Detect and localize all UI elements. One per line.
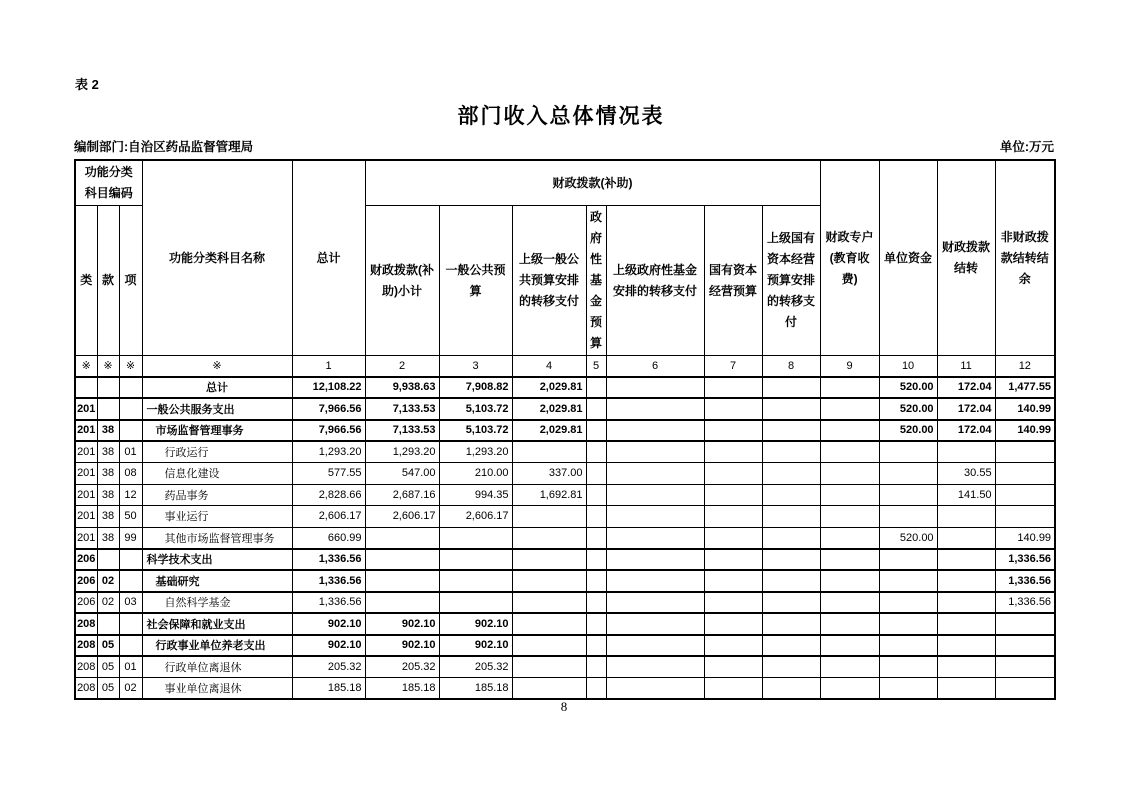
page-number: 8 (560, 699, 568, 714)
value-cell (762, 570, 820, 592)
value-cell (704, 484, 762, 506)
fiscal-subtotal-header: 财政拨款(补助)小计 (365, 206, 439, 356)
value-cell (820, 635, 879, 657)
value-cell (879, 592, 937, 614)
value-cell (879, 613, 937, 635)
table-row (75, 613, 1055, 635)
value-cell (606, 484, 704, 506)
subject-name-cell: 市场监督管理事务 (142, 420, 292, 442)
value-cell (937, 549, 995, 571)
column-index-cell: ※ (97, 356, 119, 377)
code-cell: 05 (97, 635, 119, 657)
nonfiscal-carryover-header: 非财政拨款结转结余 (995, 160, 1055, 356)
superior-general-transfer-header: 上级一般公共预算安排的转移支付 (512, 206, 586, 356)
value-cell (512, 527, 586, 549)
value-cell (586, 656, 606, 678)
value-cell (995, 656, 1055, 678)
code-section-header: 款 (97, 206, 119, 356)
meta-row (74, 137, 1054, 155)
value-cell (937, 656, 995, 678)
value-cell (879, 506, 937, 528)
value-cell (937, 441, 995, 463)
code-cell: 208 (75, 656, 97, 678)
value-cell (365, 527, 439, 549)
value-cell (606, 635, 704, 657)
value-cell (704, 527, 762, 549)
value-cell (879, 441, 937, 463)
value-cell (995, 463, 1055, 485)
value-cell (937, 678, 995, 700)
value-cell (879, 570, 937, 592)
value-cell (704, 463, 762, 485)
value-cell (439, 527, 512, 549)
table-row (75, 377, 1055, 399)
value-cell (606, 592, 704, 614)
value-cell (512, 592, 586, 614)
column-index-cell: ※ (142, 356, 292, 377)
value-cell (995, 635, 1055, 657)
value-cell (439, 549, 512, 571)
value-cell (512, 613, 586, 635)
code-cell (119, 549, 142, 571)
value-cell (995, 613, 1055, 635)
table-row (75, 656, 1055, 678)
value-cell (704, 506, 762, 528)
subject-name-cell: 基础研究 (142, 570, 292, 592)
value-cell (995, 506, 1055, 528)
value-cell (365, 549, 439, 571)
value-cell (995, 678, 1055, 700)
subject-name-cell: 科学技术支出 (142, 549, 292, 571)
value-cell (606, 570, 704, 592)
code-cell: 01 (119, 656, 142, 678)
value-cell: 1,336.56 (995, 592, 1055, 614)
subject-name-cell: 总计 (142, 377, 292, 399)
column-index-cell: 5 (586, 356, 606, 377)
value-cell (586, 506, 606, 528)
value-cell (606, 463, 704, 485)
value-cell (512, 635, 586, 657)
value-cell: 7,133.53 (365, 420, 439, 442)
value-cell (879, 635, 937, 657)
value-cell (937, 613, 995, 635)
value-cell (365, 570, 439, 592)
value-cell: 994.35 (439, 484, 512, 506)
value-cell (762, 678, 820, 700)
code-cell: 201 (75, 484, 97, 506)
code-cell: 38 (97, 441, 119, 463)
value-cell: 1,477.55 (995, 377, 1055, 399)
code-cell (97, 549, 119, 571)
value-cell (762, 484, 820, 506)
value-cell: 7,908.82 (439, 377, 512, 399)
subject-name-cell: 行政运行 (142, 441, 292, 463)
column-index-cell: 6 (606, 356, 704, 377)
column-index-cell: 8 (762, 356, 820, 377)
value-cell: 205.32 (292, 656, 365, 678)
value-cell (704, 398, 762, 420)
value-cell (704, 678, 762, 700)
column-index-cell: 2 (365, 356, 439, 377)
code-cell: 201 (75, 441, 97, 463)
value-cell: 7,966.56 (292, 398, 365, 420)
value-cell: 2,029.81 (512, 420, 586, 442)
value-cell (704, 570, 762, 592)
code-cell: 206 (75, 549, 97, 571)
value-cell (606, 656, 704, 678)
value-cell (586, 420, 606, 442)
code-cell (119, 420, 142, 442)
value-cell (606, 441, 704, 463)
value-cell (512, 570, 586, 592)
value-cell (606, 613, 704, 635)
subject-name-cell: 行政事业单位养老支出 (142, 635, 292, 657)
value-cell (762, 377, 820, 399)
value-cell: 2,029.81 (512, 398, 586, 420)
code-cell: 05 (97, 656, 119, 678)
value-cell (512, 441, 586, 463)
total-header: 总计 (292, 160, 365, 356)
value-cell: 2,606.17 (365, 506, 439, 528)
code-cell (119, 613, 142, 635)
value-cell: 7,966.56 (292, 420, 365, 442)
value-cell (586, 463, 606, 485)
value-cell (704, 441, 762, 463)
value-cell (879, 678, 937, 700)
value-cell: 1,692.81 (512, 484, 586, 506)
value-cell (820, 592, 879, 614)
code-cell (75, 377, 97, 399)
value-cell (512, 549, 586, 571)
value-cell: 185.18 (292, 678, 365, 700)
superior-gov-fund-transfer-header: 上级政府性基金安排的转移支付 (606, 206, 704, 356)
value-cell: 902.10 (292, 635, 365, 657)
code-cell: 201 (75, 420, 97, 442)
value-cell (879, 656, 937, 678)
value-cell (820, 527, 879, 549)
general-public-budget-header: 一般公共预算 (439, 206, 512, 356)
value-cell: 2,606.17 (439, 506, 512, 528)
code-group-header: 功能分类科目编码 (75, 160, 142, 206)
value-cell: 1,336.56 (995, 570, 1055, 592)
value-cell (606, 377, 704, 399)
code-cell: 12 (119, 484, 142, 506)
column-index-cell: 3 (439, 356, 512, 377)
value-cell: 140.99 (995, 398, 1055, 420)
value-cell: 547.00 (365, 463, 439, 485)
code-cell: 38 (97, 527, 119, 549)
value-cell: 185.18 (365, 678, 439, 700)
value-cell (937, 635, 995, 657)
code-cell: 38 (97, 420, 119, 442)
value-cell (820, 398, 879, 420)
value-cell (762, 613, 820, 635)
code-cell: 02 (119, 678, 142, 700)
table-row (75, 549, 1055, 571)
superior-state-capital-transfer-header: 上级国有资本经营预算安排的转移支付 (762, 206, 820, 356)
value-cell (820, 420, 879, 442)
value-cell (512, 678, 586, 700)
table-row (75, 463, 1055, 485)
value-cell (586, 592, 606, 614)
value-cell (586, 441, 606, 463)
value-cell: 2,828.66 (292, 484, 365, 506)
value-cell (879, 549, 937, 571)
value-cell (937, 506, 995, 528)
code-cell (119, 635, 142, 657)
value-cell (879, 484, 937, 506)
value-cell: 660.99 (292, 527, 365, 549)
value-cell (606, 527, 704, 549)
value-cell (820, 656, 879, 678)
value-cell: 902.10 (365, 635, 439, 657)
value-cell (820, 549, 879, 571)
column-index-cell: 4 (512, 356, 586, 377)
fiscal-account-header: 财政专户(教育收费) (820, 160, 879, 356)
value-cell (704, 377, 762, 399)
code-cell: 208 (75, 613, 97, 635)
code-cell: 208 (75, 678, 97, 700)
value-cell (762, 592, 820, 614)
value-cell: 1,293.20 (439, 441, 512, 463)
value-cell: 205.32 (439, 656, 512, 678)
column-index-cell: 7 (704, 356, 762, 377)
table-row (75, 441, 1055, 463)
value-cell (762, 420, 820, 442)
subject-name-cell: 行政单位离退休 (142, 656, 292, 678)
column-index-cell: ※ (75, 356, 97, 377)
value-cell (586, 570, 606, 592)
value-cell (704, 635, 762, 657)
value-cell (937, 527, 995, 549)
value-cell: 140.99 (995, 420, 1055, 442)
value-cell: 520.00 (879, 527, 937, 549)
code-cell: 206 (75, 570, 97, 592)
value-cell: 205.32 (365, 656, 439, 678)
code-cell: 201 (75, 506, 97, 528)
value-cell: 337.00 (512, 463, 586, 485)
table-row (75, 506, 1055, 528)
value-cell (820, 463, 879, 485)
column-index-cell: 11 (937, 356, 995, 377)
column-index-cell: 9 (820, 356, 879, 377)
unit-label: 单位:万元 (999, 140, 1054, 154)
code-item-header: 项 (119, 206, 142, 356)
value-cell (762, 527, 820, 549)
value-cell (820, 441, 879, 463)
column-index-row (75, 356, 1055, 377)
column-index-cell: 10 (879, 356, 937, 377)
column-index-cell: 1 (292, 356, 365, 377)
value-cell: 7,133.53 (365, 398, 439, 420)
value-cell (606, 678, 704, 700)
subject-name-cell: 社会保障和就业支出 (142, 613, 292, 635)
value-cell: 172.04 (937, 420, 995, 442)
value-cell: 1,336.56 (292, 549, 365, 571)
value-cell: 9,938.63 (365, 377, 439, 399)
value-cell (704, 420, 762, 442)
value-cell: 902.10 (292, 613, 365, 635)
value-cell: 141.50 (937, 484, 995, 506)
value-cell (820, 613, 879, 635)
value-cell (512, 656, 586, 678)
value-cell (704, 656, 762, 678)
value-cell (995, 441, 1055, 463)
unit-funds-header: 单位资金 (879, 160, 937, 356)
value-cell: 30.55 (937, 463, 995, 485)
subject-name-cell: 自然科学基金 (142, 592, 292, 614)
value-cell (586, 398, 606, 420)
code-cell (97, 398, 119, 420)
subject-name-cell: 药品事务 (142, 484, 292, 506)
value-cell (586, 678, 606, 700)
value-cell (762, 463, 820, 485)
value-cell (586, 527, 606, 549)
value-cell: 577.55 (292, 463, 365, 485)
code-cell: 99 (119, 527, 142, 549)
value-cell (512, 506, 586, 528)
code-cell: 201 (75, 527, 97, 549)
prepared-by-label: 编制部门:自治区药品监督管理局 (74, 140, 254, 154)
code-cell: 02 (97, 570, 119, 592)
code-cell: 01 (119, 441, 142, 463)
value-cell (820, 484, 879, 506)
income-overview-table (74, 159, 1056, 700)
table-row (75, 635, 1055, 657)
subject-name-cell: 事业运行 (142, 506, 292, 528)
code-cell (119, 570, 142, 592)
code-cell: 05 (97, 678, 119, 700)
value-cell: 2,029.81 (512, 377, 586, 399)
value-cell: 520.00 (879, 377, 937, 399)
value-cell (606, 506, 704, 528)
code-cell: 02 (97, 592, 119, 614)
value-cell: 1,336.56 (292, 592, 365, 614)
code-cell: 38 (97, 463, 119, 485)
value-cell: 5,103.72 (439, 398, 512, 420)
value-cell (586, 484, 606, 506)
state-capital-budget-header: 国有资本经营预算 (704, 206, 762, 356)
value-cell (937, 592, 995, 614)
table-row (75, 527, 1055, 549)
value-cell (606, 549, 704, 571)
value-cell: 902.10 (439, 635, 512, 657)
code-cell: 201 (75, 463, 97, 485)
subject-name-cell: 其他市场监督管理事务 (142, 527, 292, 549)
value-cell (586, 377, 606, 399)
subject-name-cell: 一般公共服务支出 (142, 398, 292, 420)
fiscal-appropriation-group-header: 财政拨款(补助) (365, 160, 820, 206)
subject-name-cell: 事业单位离退休 (142, 678, 292, 700)
code-cell (97, 613, 119, 635)
value-cell: 520.00 (879, 398, 937, 420)
value-cell (762, 656, 820, 678)
subject-name-cell: 信息化建设 (142, 463, 292, 485)
page-title: 部门收入总体情况表 (457, 104, 665, 128)
code-cell: 38 (97, 506, 119, 528)
table-row (75, 592, 1055, 614)
value-cell: 140.99 (995, 527, 1055, 549)
header-row-groups (75, 160, 1055, 206)
value-cell (439, 592, 512, 614)
value-cell (820, 570, 879, 592)
code-cell (119, 398, 142, 420)
value-cell (606, 420, 704, 442)
value-cell: 5,103.72 (439, 420, 512, 442)
value-cell (365, 592, 439, 614)
code-cell: 38 (97, 484, 119, 506)
table-row (75, 398, 1055, 420)
code-cell (119, 377, 142, 399)
subject-name-header: 功能分类科目名称 (142, 160, 292, 356)
table-row (75, 678, 1055, 700)
value-cell: 12,108.22 (292, 377, 365, 399)
value-cell (586, 613, 606, 635)
value-cell: 172.04 (937, 377, 995, 399)
value-cell (762, 549, 820, 571)
value-cell (586, 549, 606, 571)
table-row (75, 570, 1055, 592)
value-cell: 2,606.17 (292, 506, 365, 528)
value-cell (704, 613, 762, 635)
fiscal-carryover-header: 财政拨款结转 (937, 160, 995, 356)
table-number-label: 表 2 (75, 77, 99, 92)
value-cell: 1,336.56 (995, 549, 1055, 571)
value-cell (762, 635, 820, 657)
value-cell (586, 635, 606, 657)
code-cell: 206 (75, 592, 97, 614)
value-cell: 210.00 (439, 463, 512, 485)
value-cell (937, 570, 995, 592)
value-cell (704, 549, 762, 571)
value-cell (704, 592, 762, 614)
value-cell (879, 463, 937, 485)
value-cell (439, 570, 512, 592)
code-cell: 08 (119, 463, 142, 485)
value-cell: 185.18 (439, 678, 512, 700)
value-cell: 520.00 (879, 420, 937, 442)
value-cell (762, 398, 820, 420)
value-cell (762, 441, 820, 463)
code-cell: 03 (119, 592, 142, 614)
value-cell: 902.10 (365, 613, 439, 635)
code-cell: 50 (119, 506, 142, 528)
value-cell (762, 506, 820, 528)
code-cell: 201 (75, 398, 97, 420)
column-index-cell: ※ (119, 356, 142, 377)
value-cell: 2,687.16 (365, 484, 439, 506)
value-cell: 172.04 (937, 398, 995, 420)
value-cell (820, 506, 879, 528)
value-cell (820, 678, 879, 700)
code-cell (97, 377, 119, 399)
gov-fund-budget-header: 政府性基金预算 (586, 206, 606, 356)
table-row (75, 420, 1055, 442)
code-class-header: 类 (75, 206, 97, 356)
value-cell: 1,293.20 (365, 441, 439, 463)
table-row (75, 484, 1055, 506)
value-cell: 1,336.56 (292, 570, 365, 592)
value-cell: 1,293.20 (292, 441, 365, 463)
value-cell (820, 377, 879, 399)
column-index-cell: 12 (995, 356, 1055, 377)
value-cell (606, 398, 704, 420)
value-cell: 902.10 (439, 613, 512, 635)
value-cell (995, 484, 1055, 506)
code-cell: 208 (75, 635, 97, 657)
